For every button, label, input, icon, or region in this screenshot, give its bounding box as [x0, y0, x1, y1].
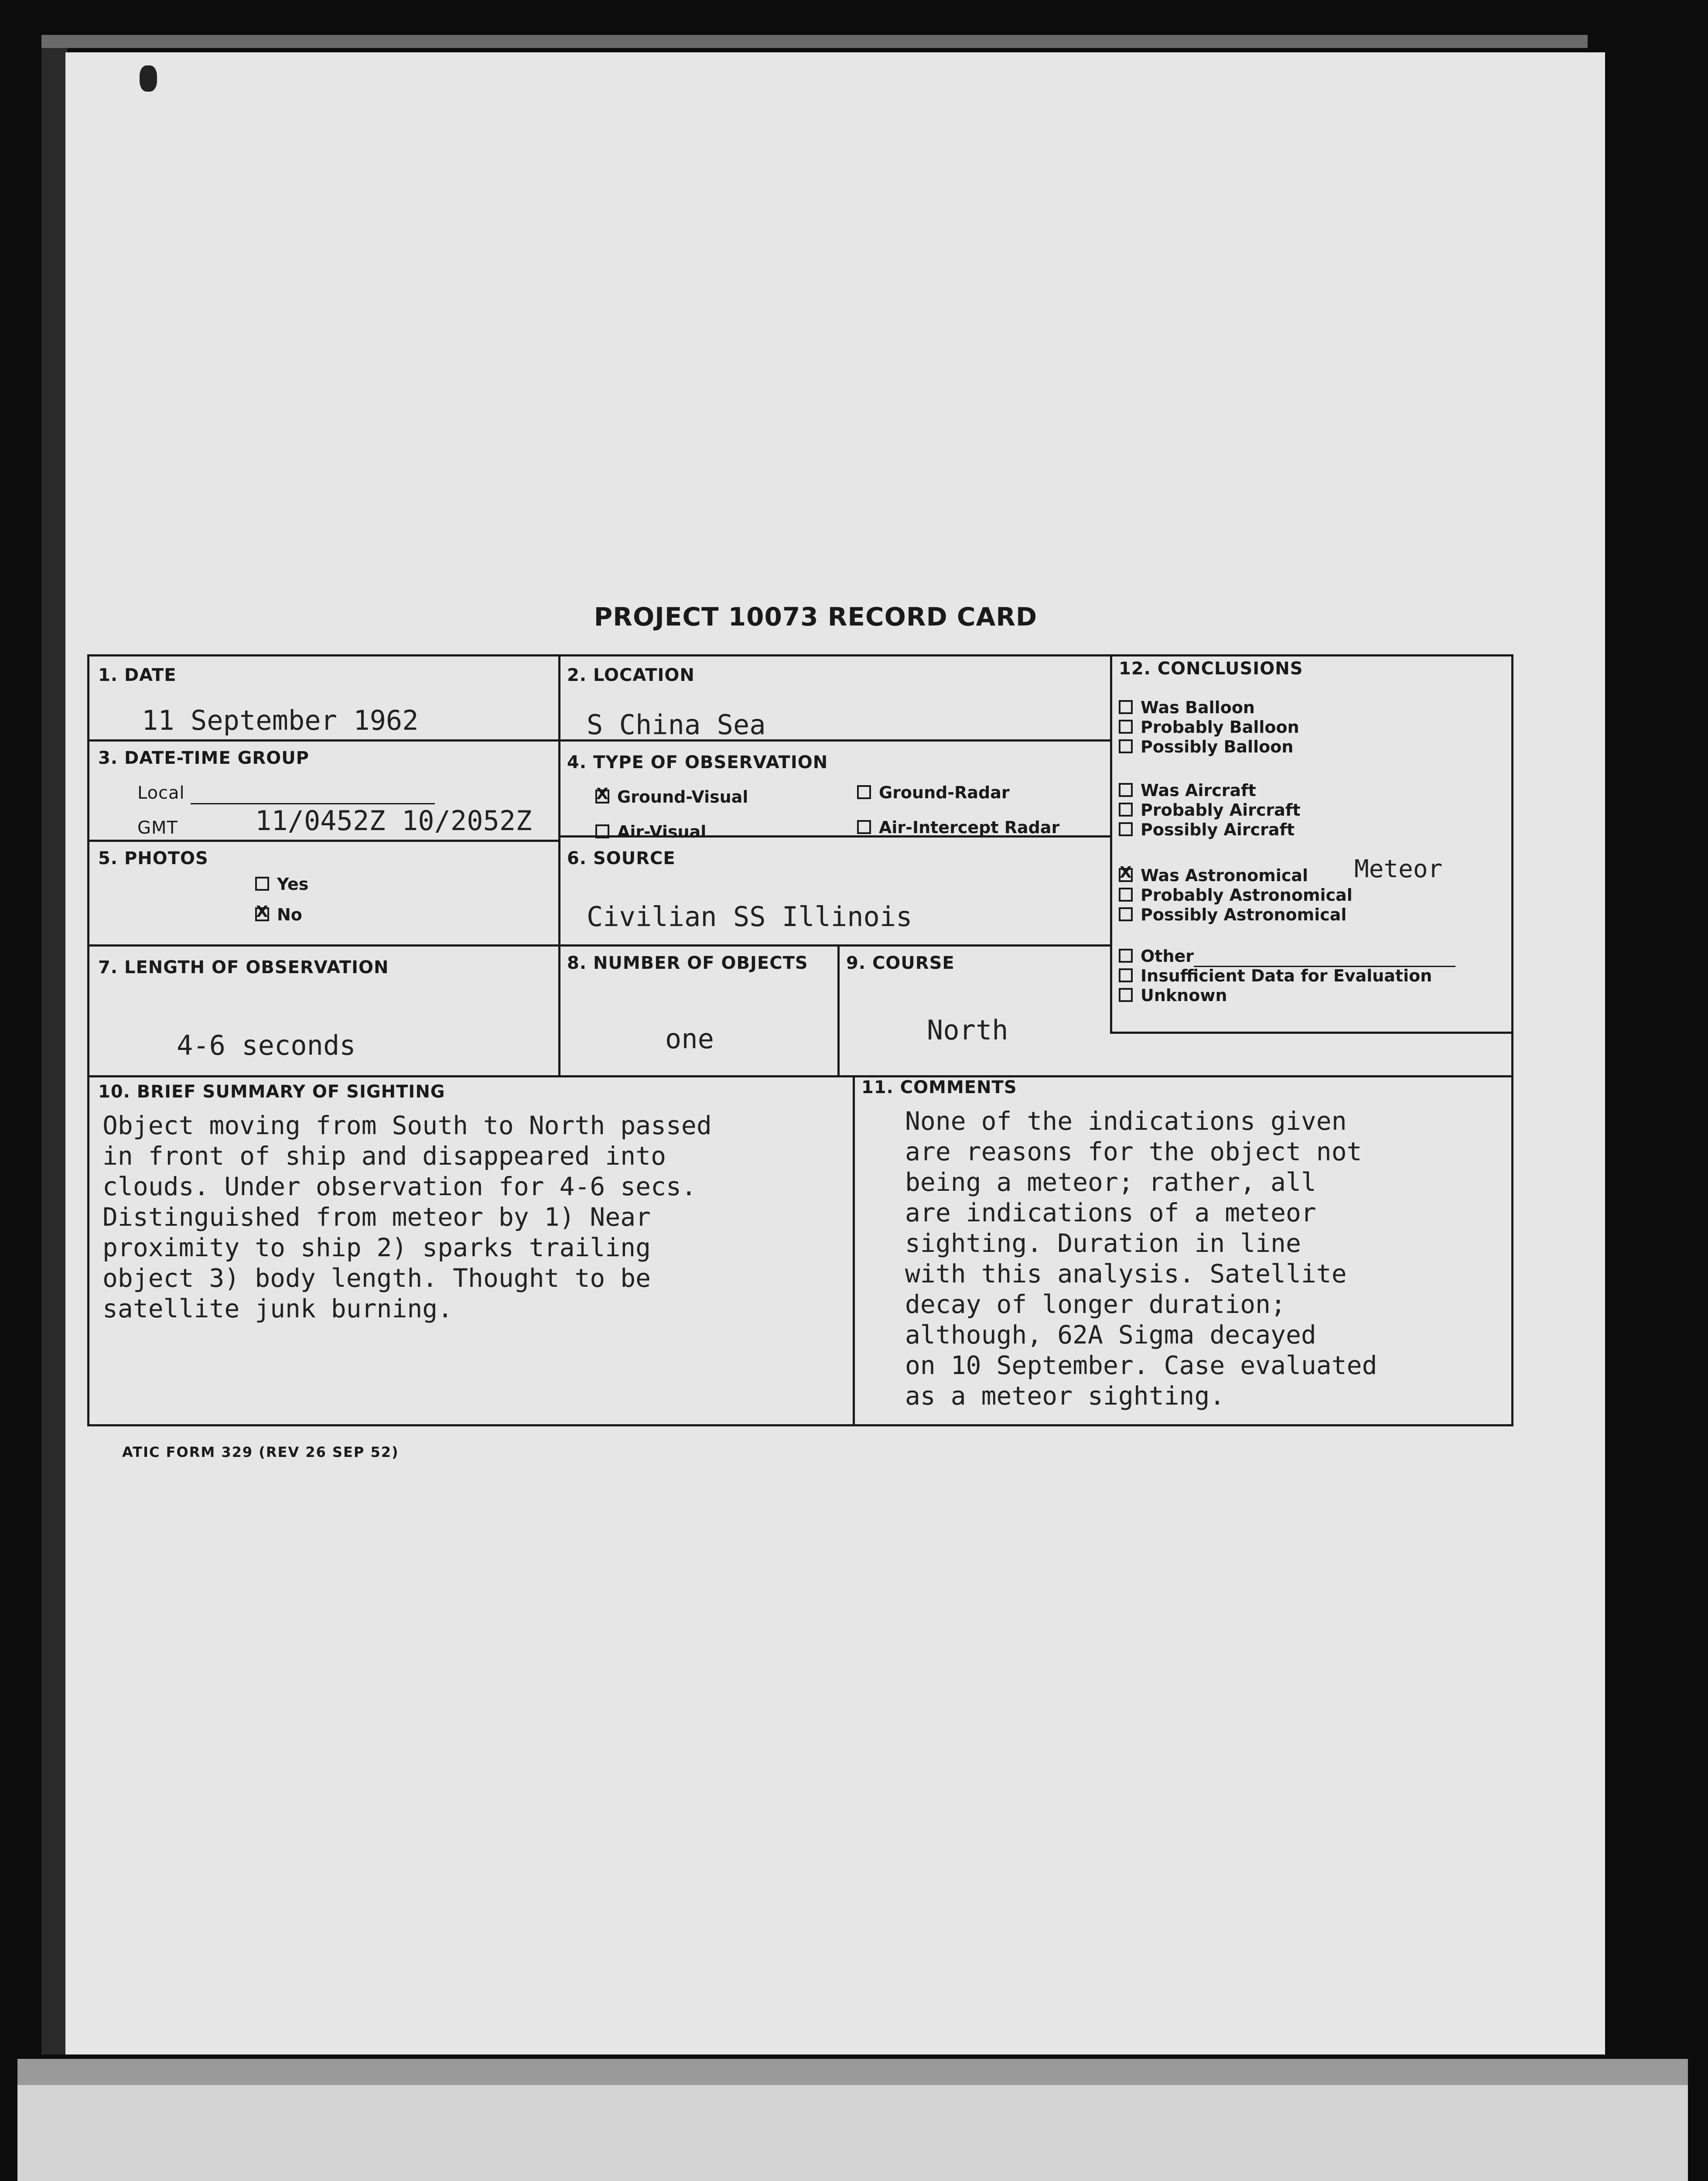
- comments-line: decay of longer duration;: [905, 1289, 1286, 1319]
- conclusion-probably-balloon-label: Probably Balloon: [1141, 718, 1299, 737]
- comments-line: being a meteor; rather, all: [905, 1167, 1316, 1197]
- summary-text: [102, 1110, 712, 1324]
- divider-row-5: [89, 1075, 1511, 1077]
- type-of-observation-label: 4. TYPE OF OBSERVATION: [567, 752, 828, 773]
- conclusion-probably-astronomical[interactable]: [1119, 885, 1353, 905]
- checkbox-ground-radar[interactable]: [857, 785, 871, 799]
- summary-line: satellite junk burning.: [102, 1294, 453, 1323]
- divider-col-9: [837, 944, 840, 1075]
- conclusion-probably-aircraft-label: Probably Aircraft: [1141, 800, 1301, 820]
- conclusion-possibly-balloon-label: Possibly Balloon: [1141, 737, 1294, 756]
- number-of-objects-label: 8. NUMBER OF OBJECTS: [567, 953, 808, 973]
- checkbox-was-balloon[interactable]: [1119, 700, 1133, 714]
- other-value-line: [1194, 947, 1455, 967]
- option-photos-yes[interactable]: [255, 875, 308, 894]
- conclusion-was-aircraft-label: Was Aircraft: [1141, 781, 1256, 800]
- comments-line: are reasons for the object not: [905, 1137, 1362, 1166]
- option-ground-radar-label: Ground-Radar: [879, 783, 1010, 802]
- date-label: 1. DATE: [98, 665, 177, 685]
- summary-line: Distinguished from meteor by 1) Near: [102, 1202, 651, 1232]
- conclusion-other[interactable]: [1119, 947, 1455, 967]
- number-of-objects-value: one: [665, 1023, 714, 1055]
- conclusion-unknown[interactable]: [1119, 986, 1227, 1005]
- comments-line: with this analysis. Satellite: [905, 1259, 1347, 1289]
- record-card: [87, 602, 1527, 1496]
- conclusion-was-astronomical[interactable]: [1119, 866, 1308, 885]
- conclusion-other-label: Other: [1141, 947, 1194, 966]
- conclusion-insufficient-data[interactable]: [1119, 966, 1432, 985]
- checkbox-possibly-aircraft[interactable]: [1119, 822, 1133, 836]
- summary-line: proximity to ship 2) sparks trailing: [102, 1233, 651, 1262]
- checkbox-other[interactable]: [1119, 949, 1133, 963]
- checkbox-unknown[interactable]: [1119, 988, 1133, 1002]
- option-ground-visual[interactable]: [595, 787, 748, 807]
- divider-row-4: [89, 944, 1110, 947]
- divider-row-3: [89, 840, 558, 842]
- comments-label: 11. COMMENTS: [861, 1077, 1017, 1097]
- checkbox-photos-yes[interactable]: [255, 877, 269, 891]
- film-lower-strip: [17, 2059, 1688, 2181]
- gmt-value: 11/0452Z 10/2052Z: [255, 805, 532, 837]
- card-frame: [87, 654, 1513, 1426]
- option-air-intercept-radar[interactable]: [857, 818, 1059, 837]
- conclusions-label: 12. CONCLUSIONS: [1119, 659, 1303, 679]
- checkbox-ground-visual[interactable]: [595, 790, 609, 803]
- summary-line: Object moving from South to North passed: [102, 1111, 712, 1140]
- checkbox-insufficient-data[interactable]: [1119, 968, 1133, 982]
- date-value: 11 September 1962: [142, 704, 419, 736]
- astronomical-note: Meteor: [1354, 855, 1443, 883]
- option-ground-visual-label: Ground-Visual: [617, 787, 748, 807]
- summary-label: 10. BRIEF SUMMARY OF SIGHTING: [98, 1082, 445, 1102]
- conclusion-was-balloon[interactable]: [1119, 698, 1255, 717]
- comments-text: [905, 1106, 1377, 1411]
- conclusion-possibly-astronomical-label: Possibly Astronomical: [1141, 905, 1347, 924]
- option-air-visual[interactable]: [595, 822, 706, 841]
- conclusion-was-aircraft[interactable]: [1119, 781, 1256, 800]
- checkbox-was-astronomical[interactable]: [1119, 868, 1133, 882]
- checkbox-was-aircraft[interactable]: [1119, 783, 1133, 797]
- film-band: [17, 2059, 1688, 2085]
- source-label: 6. SOURCE: [567, 848, 676, 868]
- divider-conclusions: [1110, 1032, 1511, 1034]
- checkbox-possibly-balloon[interactable]: [1119, 739, 1133, 753]
- conclusion-was-astronomical-label: Was Astronomical: [1141, 866, 1308, 885]
- film-frame-left: [41, 48, 68, 2055]
- film-blemish: [140, 65, 157, 92]
- checkbox-air-visual[interactable]: [595, 824, 609, 838]
- summary-line: object 3) body length. Thought to be: [102, 1263, 651, 1293]
- conclusion-was-balloon-label: Was Balloon: [1141, 698, 1255, 717]
- checkbox-probably-balloon[interactable]: [1119, 720, 1133, 734]
- conclusion-possibly-astronomical[interactable]: [1119, 905, 1346, 924]
- checkbox-possibly-astronomical[interactable]: [1119, 907, 1133, 921]
- form-number: ATIC FORM 329 (REV 26 SEP 52): [122, 1444, 399, 1460]
- divider-col-2: [1110, 656, 1112, 1032]
- conclusion-probably-balloon[interactable]: [1119, 718, 1299, 737]
- option-photos-no-label: No: [277, 905, 302, 924]
- comments-line: None of the indications given: [905, 1106, 1347, 1136]
- course-value: North: [927, 1014, 1008, 1046]
- option-air-visual-label: Air-Visual: [617, 822, 707, 841]
- local-label: [137, 783, 435, 804]
- comments-line: are indications of a meteor: [905, 1198, 1316, 1227]
- conclusion-probably-aircraft[interactable]: [1119, 800, 1301, 820]
- photos-label: 5. PHOTOS: [98, 848, 208, 868]
- local-value-line: [191, 783, 435, 804]
- comments-line: on 10 September. Case evaluated: [905, 1350, 1377, 1380]
- length-of-observation-label: 7. LENGTH OF OBSERVATION: [98, 957, 389, 978]
- local-label-text: Local: [137, 783, 185, 803]
- card-title: PROJECT 10073 RECORD CARD: [594, 602, 1038, 632]
- checkbox-probably-astronomical[interactable]: [1119, 888, 1133, 902]
- conclusion-probably-astronomical-label: Probably Astronomical: [1141, 885, 1353, 905]
- conclusion-unknown-label: Unknown: [1141, 986, 1227, 1005]
- course-label: 9. COURSE: [846, 953, 955, 973]
- conclusion-possibly-aircraft-label: Possibly Aircraft: [1141, 820, 1295, 839]
- source-value: Civilian SS Illinois: [587, 901, 912, 933]
- comments-line: as a meteor sighting.: [905, 1381, 1225, 1411]
- divider-col-1: [558, 656, 560, 1075]
- option-ground-radar[interactable]: [857, 783, 1010, 802]
- location-label: 2. LOCATION: [567, 665, 695, 685]
- option-air-intercept-radar-label: Air-Intercept Radar: [879, 818, 1060, 837]
- conclusion-insufficient-data-label: Insufficient Data for Evaluation: [1141, 966, 1432, 985]
- checkbox-photos-no[interactable]: [255, 907, 269, 921]
- summary-line: in front of ship and disappeared into: [102, 1141, 666, 1171]
- gmt-label: GMT: [137, 818, 178, 838]
- option-photos-yes-label: Yes: [277, 875, 309, 894]
- conclusion-possibly-balloon[interactable]: [1119, 737, 1293, 756]
- length-of-observation-value: 4-6 seconds: [177, 1029, 356, 1061]
- conclusion-possibly-aircraft[interactable]: [1119, 820, 1295, 839]
- summary-line: clouds. Under observation for 4-6 secs.: [102, 1172, 697, 1201]
- location-value: S China Sea: [587, 709, 766, 741]
- divider-comments: [853, 1075, 855, 1424]
- option-photos-no[interactable]: [255, 905, 302, 924]
- datetime-group-label: 3. DATE-TIME GROUP: [98, 748, 309, 768]
- comments-line: although, 62A Sigma decayed: [905, 1320, 1316, 1350]
- film-frame-top: [41, 35, 1588, 48]
- comments-line: sighting. Duration in line: [905, 1228, 1301, 1258]
- checkbox-probably-aircraft[interactable]: [1119, 803, 1133, 817]
- checkbox-air-intercept-radar[interactable]: [857, 820, 871, 834]
